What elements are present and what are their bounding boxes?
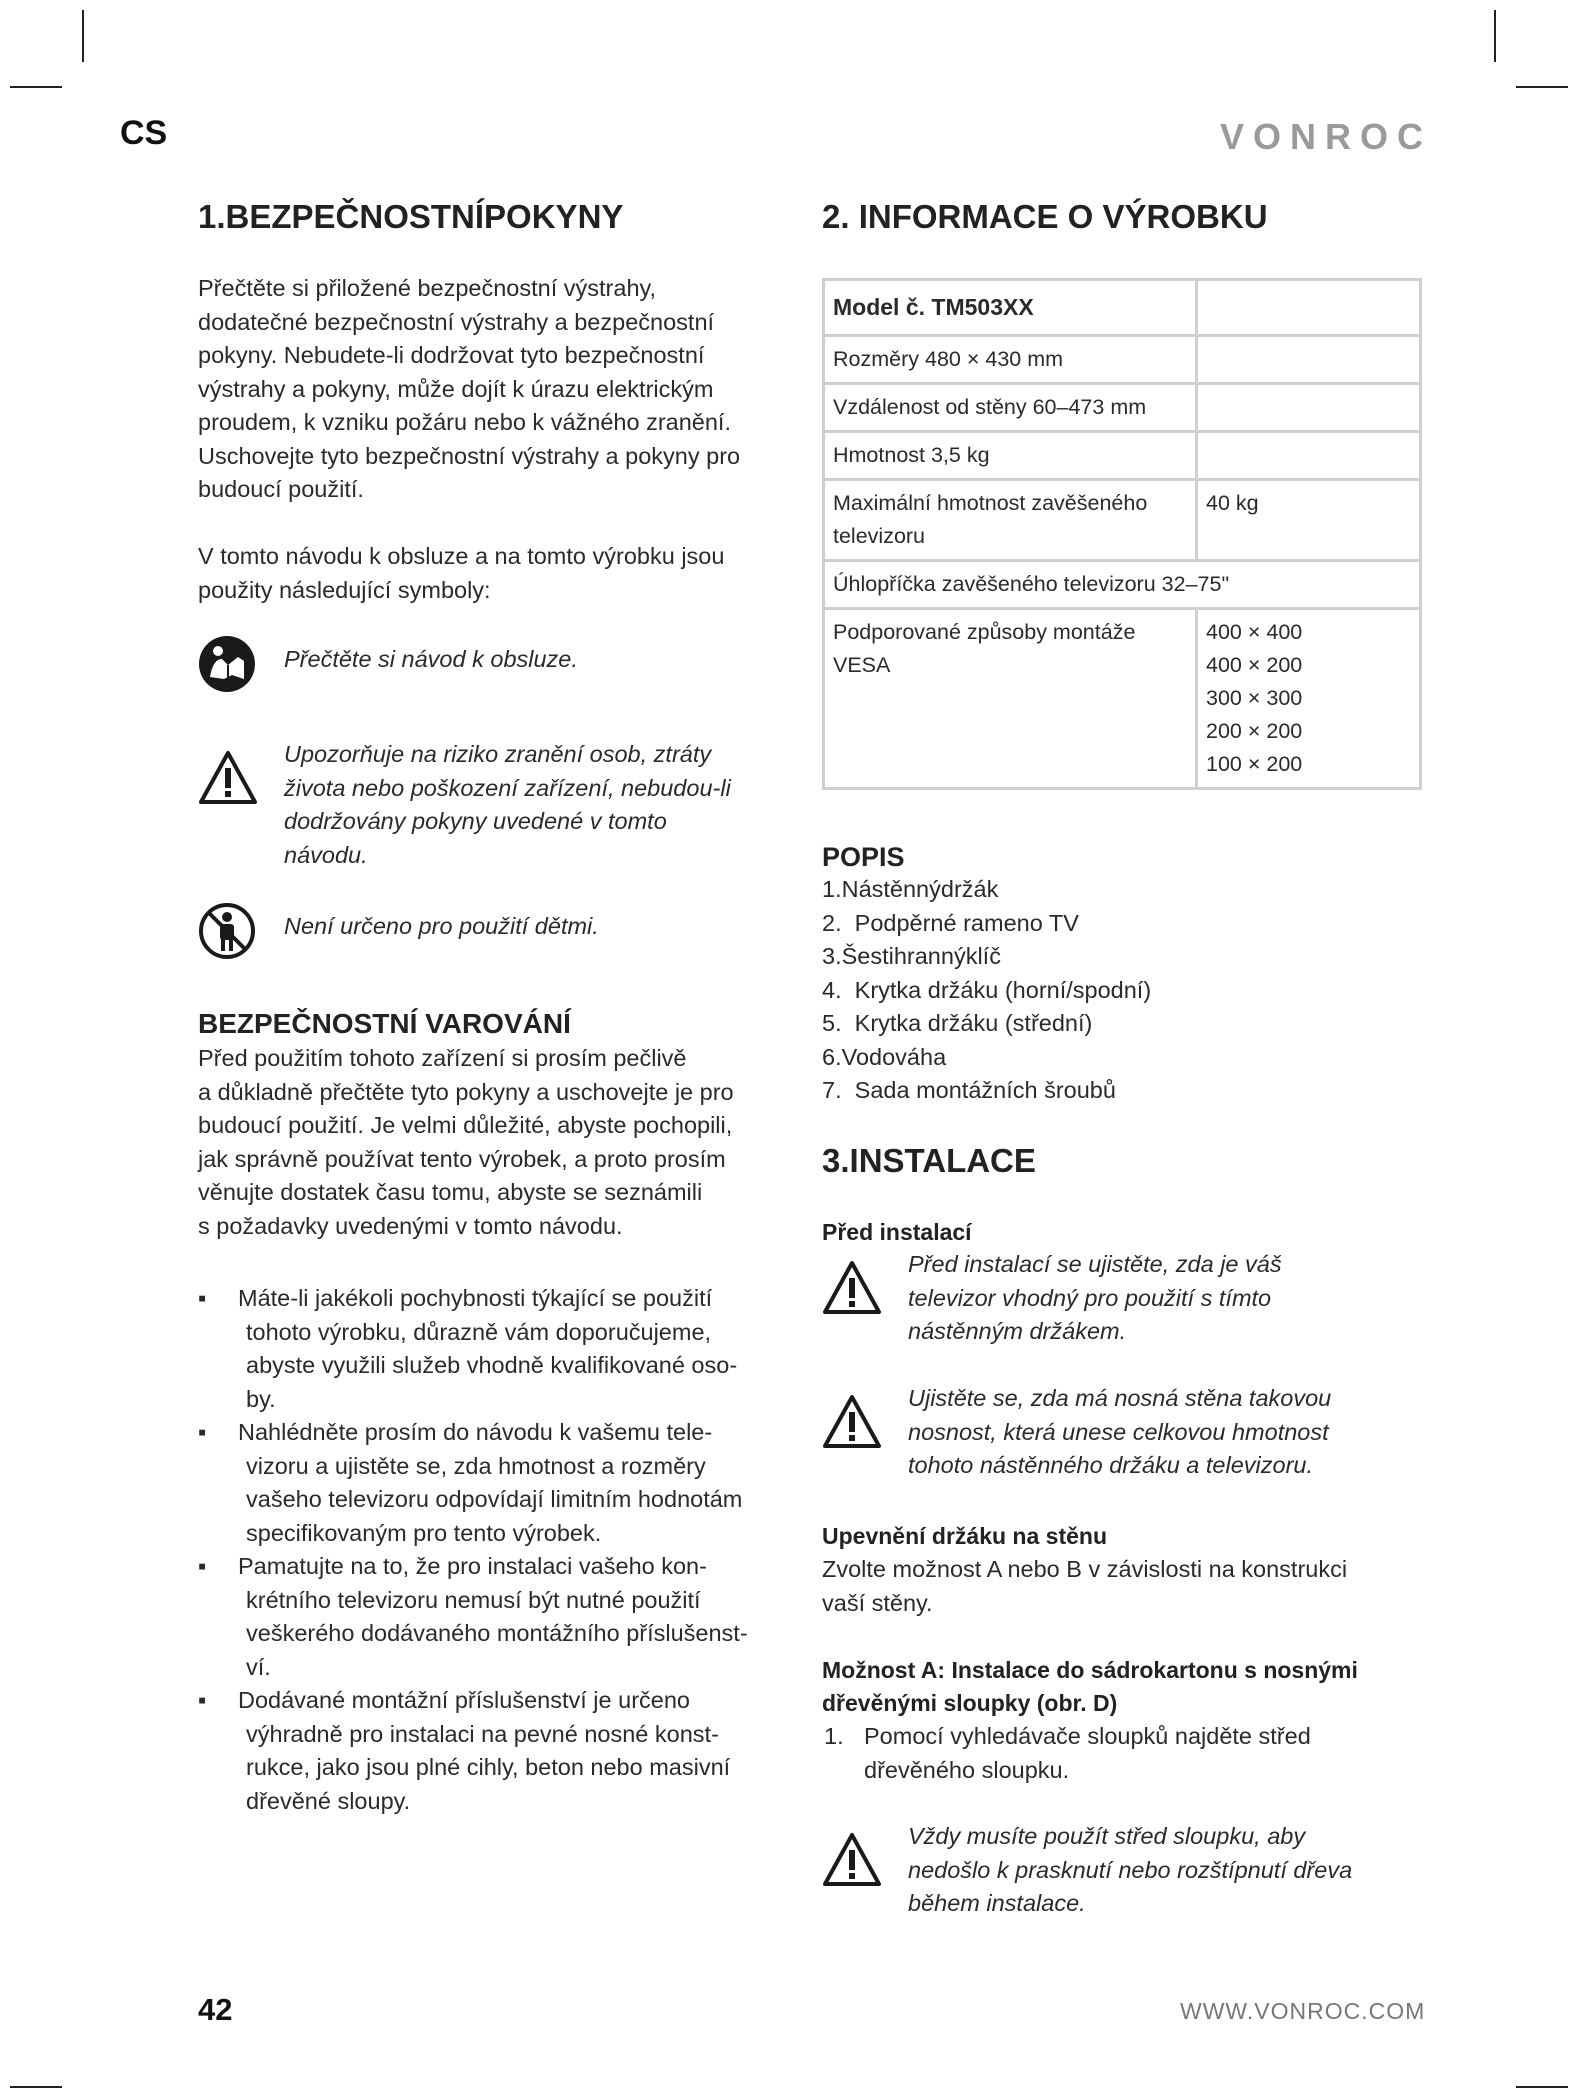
section2-header xyxy=(822,198,1422,236)
table-cell-empty xyxy=(1197,280,1421,336)
crop-mark xyxy=(1516,86,1568,88)
warning-line: televizor vhodný pro použití s tímto xyxy=(908,1284,1272,1311)
wall-mount-line: Zvolte možnost A nebo B v závislosti na konstrukci xyxy=(822,1556,1348,1582)
bullet-line: specifikovaným pro tento výrobek. xyxy=(246,1519,602,1546)
crop-mark xyxy=(82,10,84,62)
intro-line: dodatečné bezpečnostní výstrahy a bezpečnostní xyxy=(198,308,715,335)
safety-bullet-list xyxy=(198,1282,808,1818)
bullet-marker: ▪ xyxy=(198,1687,207,1713)
safety-warnings xyxy=(198,1008,808,1243)
vesa-value: 100 × 200 xyxy=(1206,752,1303,776)
bullet-line: ví. xyxy=(246,1653,271,1680)
warnings-line: jak správně používat tento výrobek, a proto prosím xyxy=(198,1145,726,1172)
vesa-value: 400 × 400 xyxy=(1206,620,1303,644)
intro-line: pokyny. Nebudete-li dodržovat tyto bezpečnostní xyxy=(198,342,705,368)
symbol-no-children-text: Není určeno pro použití dětmi. xyxy=(284,913,599,939)
wall-mount-title: Upevnění držáku na stěnu xyxy=(822,1523,1108,1549)
warning-triangle-icon xyxy=(822,1832,882,1888)
warning-line: dodržovány pokyny uvedené v tomto xyxy=(284,808,667,834)
step-line: Pomocí vyhledávače sloupků najděte střed xyxy=(864,1723,1311,1749)
crop-mark xyxy=(10,86,62,88)
table-cell-max-weight-label xyxy=(824,480,1197,561)
brand-logo: VONROC xyxy=(1220,116,1433,157)
option-a-section xyxy=(822,1654,1422,1787)
cell-line: televizoru xyxy=(833,524,926,548)
step-line: dřevěného sloupku. xyxy=(864,1756,1070,1783)
bullet-line: vašeho televizoru odpovídají limitním hodnotám xyxy=(246,1486,743,1512)
description-title: POPIS xyxy=(822,842,905,872)
warning-text xyxy=(908,1248,1428,1349)
bullet-line: by. xyxy=(246,1385,276,1412)
warning-line: během instalace. xyxy=(908,1890,1086,1916)
warning-line: Před instalací se ujistěte, zda je váš xyxy=(908,1251,1282,1277)
table-row xyxy=(824,609,1421,789)
warnings-line: a důkladně přečtěte tyto pokyny a uschovejte je pro xyxy=(198,1078,734,1105)
table-cell-max-weight-value: 40 kg xyxy=(1197,480,1421,561)
bullet-line: vizoru a ujistěte se, zda hmotnost a rozměry xyxy=(246,1452,706,1479)
cell-line: Podporované způsoby montáže xyxy=(833,620,1136,644)
warnings-title: BEZPEČNOSTNÍ VAROVÁNÍ xyxy=(198,1008,571,1039)
before-install-warning-2 xyxy=(822,1382,1422,1492)
cell-line: Maximální hmotnost zavěšeného xyxy=(833,491,1148,515)
symbol-no-children xyxy=(198,902,798,962)
table-cell-distance: Vzdálenost od stěny 60–473 mm xyxy=(824,384,1197,432)
bullet-line: Nahlédněte prosím do návodu k vašemu tele- xyxy=(238,1419,713,1445)
bullet-line: Máte-li jakékoli pochybnosti týkající se použití xyxy=(238,1285,713,1311)
bullet-marker: ▪ xyxy=(198,1553,207,1579)
bullet-line: výhradně pro instalaci na pevné nosné konst- xyxy=(246,1720,719,1747)
product-info-table xyxy=(822,278,1422,790)
crop-mark xyxy=(1494,10,1496,62)
symbols-intro-line: použity následující symboly: xyxy=(198,576,491,603)
table-row xyxy=(824,280,1421,336)
website-url: WWW.VONROC.COM xyxy=(1180,1998,1426,2024)
bullet-item xyxy=(198,1416,808,1550)
warning-line: Ujistěte se, zda má nosná stěna takovou xyxy=(908,1385,1332,1411)
option-a-warning xyxy=(822,1820,1422,1930)
warnings-line: budoucí použití. Je velmi důležité, abyste pochopili, xyxy=(198,1112,733,1138)
list-item: 2. Podpěrné rameno TV xyxy=(822,909,1079,936)
section3-header xyxy=(822,1142,1422,1180)
intro-line: budoucí použití. xyxy=(198,476,364,502)
option-a-step xyxy=(822,1720,1422,1787)
list-item: 4. Krytka držáku (horní/spodní) xyxy=(822,976,1152,1003)
description-section xyxy=(822,842,1422,1108)
warning-text xyxy=(908,1820,1428,1921)
section1-title: 1.BEZPEČNOSTNÍPOKYNY xyxy=(198,198,624,235)
warning-line: života nebo poškození zařízení, nebudou-li xyxy=(284,774,731,801)
bullet-marker: ▪ xyxy=(198,1285,207,1311)
description-list xyxy=(822,873,1422,1108)
warning-triangle-icon xyxy=(822,1394,882,1450)
list-item: 6.Vodováha xyxy=(822,1043,947,1070)
crop-mark xyxy=(1516,2086,1568,2088)
read-manual-icon xyxy=(198,635,256,693)
bullet-line: veškerého dodávaného montážního příslušenst- xyxy=(246,1620,748,1646)
symbols-intro xyxy=(198,540,798,607)
table-row xyxy=(824,336,1421,384)
page-number: 42 xyxy=(198,1992,233,2027)
before-install-title: Před instalací xyxy=(822,1219,972,1245)
symbol-read-manual-text: Přečtěte si návod k obsluze. xyxy=(284,646,578,672)
before-install-warning-1 xyxy=(822,1248,1422,1358)
bullet-line: Pamatujte na to, že pro instalaci vašeho kon- xyxy=(238,1553,707,1579)
bullet-item xyxy=(198,1684,808,1818)
bullet-item xyxy=(198,1282,808,1416)
warning-line: nedošlo k prasknutí nebo rozštípnutí dřeva xyxy=(908,1856,1353,1883)
table-cell-vesa-values xyxy=(1197,609,1421,789)
no-children-icon xyxy=(198,902,256,960)
table-cell-dimensions: Rozměry 480 × 430 mm xyxy=(824,336,1197,384)
warning-line: Vždy musíte použít střed sloupku, aby xyxy=(908,1823,1306,1849)
option-a-title: dřevěnými sloupky (obr. D) xyxy=(822,1690,1118,1716)
table-cell-vesa-label xyxy=(824,609,1197,789)
left-column xyxy=(198,198,798,236)
table-cell-empty xyxy=(1197,336,1421,384)
list-item: 3.Šestihrannýklíč xyxy=(822,943,1001,969)
cell-line: VESA xyxy=(833,653,891,677)
warning-line: návodu. xyxy=(284,841,368,868)
table-cell-model: Model č. TM503XX xyxy=(824,280,1197,336)
bullet-line: abyste využili služeb vhodně kvalifikované oso- xyxy=(246,1352,738,1378)
bullet-line: krétního televizoru nemusí být nutné použití xyxy=(246,1586,701,1613)
step-number: 1. xyxy=(824,1723,844,1749)
bullet-marker: ▪ xyxy=(198,1419,207,1445)
section2-title: 2. INFORMACE O VÝROBKU xyxy=(822,198,1268,235)
warnings-line: s požadavky uvedenými v tomto návodu. xyxy=(198,1212,623,1239)
warning-line: nosnost, která unese celkovou hmotnost xyxy=(908,1418,1329,1445)
symbol-warning-text xyxy=(284,738,804,872)
vesa-value: 200 × 200 xyxy=(1206,719,1303,743)
bullet-line: tohoto výrobku, důrazně vám doporučujeme, xyxy=(246,1318,712,1345)
table-cell-empty xyxy=(1197,384,1421,432)
language-code: CS xyxy=(120,114,168,152)
warnings-line: věnujte dostatek času tomu, abyste se seznámili xyxy=(198,1179,703,1205)
list-item: 1.Nástěnnýdržák xyxy=(822,876,999,902)
bullet-item xyxy=(198,1550,808,1684)
warning-line: nástěnným držákem. xyxy=(908,1318,1127,1344)
intro-line: Uschovejte tyto bezpečnostní výstrahy a pokyny pro xyxy=(198,442,741,469)
warning-line: Upozorňuje na riziko zranění osob, ztráty xyxy=(284,741,712,767)
warning-line: tohoto nástěnného držáku a televizoru. xyxy=(908,1452,1313,1478)
symbol-read-manual xyxy=(198,635,798,695)
vesa-value: 300 × 300 xyxy=(1206,686,1303,710)
bullet-line: rukce, jako jsou plné cihly, beton nebo masivní xyxy=(246,1754,731,1780)
table-row xyxy=(824,432,1421,480)
crop-mark xyxy=(10,2086,62,2088)
wall-mount-section xyxy=(822,1520,1422,1620)
section3-title: 3.INSTALACE xyxy=(822,1142,1036,1179)
intro-line: Přečtěte si přiložené bezpečnostní výstrahy, xyxy=(198,275,657,301)
table-cell-diagonal: Úhlopříčka zavěšeného televizoru 32–75" xyxy=(824,561,1421,609)
intro-line: proudem, k vzniku požáru nebo k vážného zranění. xyxy=(198,409,731,435)
table-row xyxy=(824,480,1421,561)
intro-line: výstrahy a pokyny, může dojít k úrazu elektrickým xyxy=(198,375,714,402)
list-item: 5. Krytka držáku (střední) xyxy=(822,1010,1093,1036)
vesa-value: 400 × 200 xyxy=(1206,653,1303,677)
table-row xyxy=(824,561,1421,609)
warning-triangle-icon xyxy=(198,750,258,806)
table-row xyxy=(824,384,1421,432)
symbols-intro-line: V tomto návodu k obsluze a na tomto výrobku jsou xyxy=(198,543,725,569)
before-install-title-wrap xyxy=(822,1216,1422,1249)
bullet-line: dřevěné sloupy. xyxy=(246,1787,411,1814)
table-cell-weight: Hmotnost 3,5 kg xyxy=(824,432,1197,480)
symbol-warning xyxy=(198,738,798,878)
option-a-title: Možnost A: Instalace do sádrokartonu s nosnými xyxy=(822,1657,1358,1683)
list-item: 7. Sada montážních šroubů xyxy=(822,1077,1116,1103)
safety-intro xyxy=(198,272,798,507)
warning-triangle-icon xyxy=(822,1260,882,1316)
warning-text xyxy=(908,1382,1428,1483)
table-cell-empty xyxy=(1197,432,1421,480)
bullet-line: Dodávané montážní příslušenství je určeno xyxy=(238,1687,690,1713)
wall-mount-line: vaší stěny. xyxy=(822,1589,933,1616)
warnings-line: Před použitím tohoto zařízení si prosím pečlivě xyxy=(198,1045,687,1071)
